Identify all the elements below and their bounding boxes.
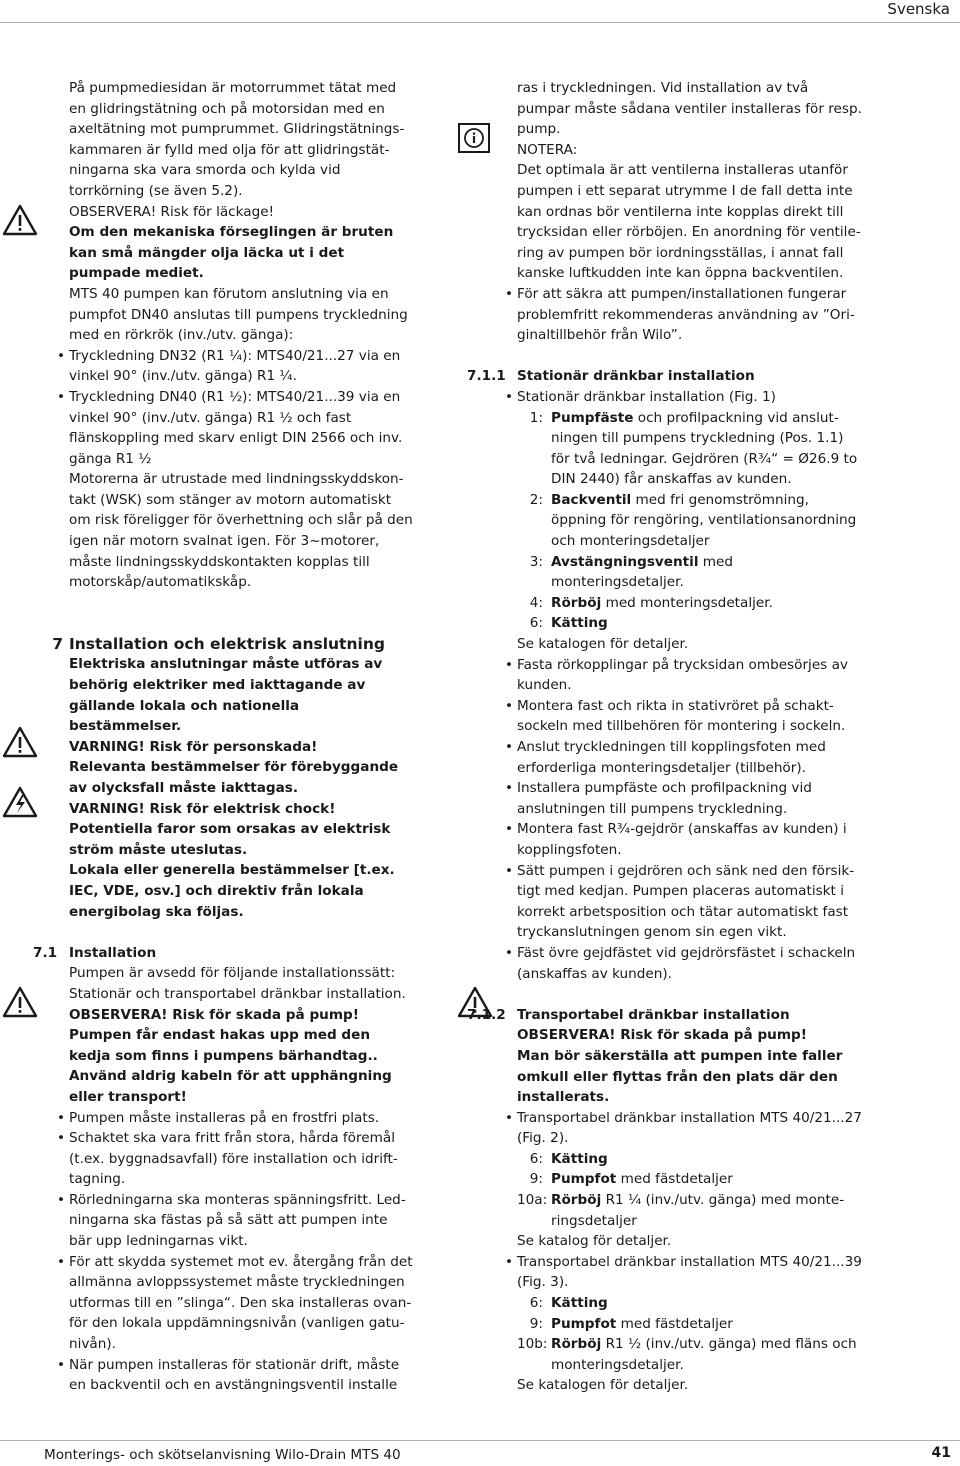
subsection-title: Installation <box>69 944 157 961</box>
entry-text: R1 ¼ (inv./utv. gänga) med monteringsdetaljer <box>551 1192 845 1229</box>
list-item: • Sätt pumpen i gejdrören och sänk ned den försiktigt med kedjan. Pumpen placeras automatiskt i korrekt arbetsposition och tätar automatiskt fast tryckanslutningen genom sin egen vikt. <box>517 861 862 943</box>
entry-text: med fri genomströmning, öppning för rengöring, ventilationsanordning och monteringsdetaljer <box>551 491 857 550</box>
subsection-title: Stationär dränkbar installation <box>517 368 755 385</box>
entry-bold: Pumpfäste <box>551 409 634 426</box>
footer-rule <box>0 1440 960 1441</box>
warning-text: Lokala eller generella bestämmelser [t.ex. IEC, VDE, osv.] och direktiv från lokala energibolag ska följas. <box>69 862 395 920</box>
language-label: Svenska <box>887 0 950 18</box>
page-number: 41 <box>931 1445 951 1461</box>
caution-title: OBSERVERA! Risk för läckage! <box>69 203 275 220</box>
subsection-title: Transportabel dränkbar installation <box>517 1006 790 1023</box>
warning-icon <box>2 204 38 236</box>
left-column <box>33 78 414 1396</box>
page-header <box>0 0 960 22</box>
note-list <box>517 284 862 346</box>
entry-number: 6: <box>529 1295 543 1312</box>
entry-number: 3: <box>529 553 543 570</box>
footer-title: Monterings- och skötselanvisning Wilo-Drain MTS 40 <box>44 1447 401 1463</box>
entry-text: med monteringsdetaljer. <box>551 553 734 591</box>
subsection-number: 7.1 <box>33 944 58 961</box>
section-number: 7 <box>52 634 63 653</box>
list-item: • Transportabel dränkbar installation MTS 40/21...27 (Fig. 2). <box>517 1108 862 1149</box>
spacer <box>517 984 862 1005</box>
entry <box>517 408 862 490</box>
entry <box>517 490 862 552</box>
list-item: • Tryckledning DN32 (R1 ¼): MTS40/21...27 via en vinkel 90° (inv./utv. gänga) R1 ¼. <box>69 346 414 387</box>
spacer <box>69 922 414 943</box>
caution-title: OBSERVERA! Risk för skada på pump! <box>69 1006 359 1023</box>
caution-text: Om den mekaniska förseglingen är bruten kan små mängder olja läcka ut i det pumpade mediet. <box>69 224 394 282</box>
motor-paragraph: Motorerna är utrustade med lindningsskyddskontakt (WSK) som stänger av motorn automatiskt om risk föreligger för överhettning och slår på den igen när motorn svalnat igen. För 3~motorer, måste lindningsskyddskontakten kopplas till motorskåp/automatikskåp. <box>69 471 413 591</box>
section-title: Installation och elektrisk anslutning <box>69 634 385 653</box>
catalog-note: Se katalogen för detaljer. <box>517 636 689 653</box>
subsection-heading <box>467 366 862 387</box>
entry-bold: Pumpfot <box>551 1171 617 1188</box>
list-item: • Stationär dränkbar installation (Fig. 1) <box>517 387 862 408</box>
entry-number: 9: <box>529 1315 543 1332</box>
list-item: • Tryckledning DN40 (R1 ½): MTS40/21...39 via en vinkel 90° (inv./utv. gänga) R1 ½ och fast flänskoppling med skarv enligt DIN 2566 och inv. gänga R1 ½ <box>69 387 414 469</box>
entry-number: 6: <box>529 615 543 632</box>
list-item: • För att säkra att pumpen/installationen fungerar problemfritt rekommenderas användning av ”Originaltillbehör från Wilo”. <box>517 284 862 346</box>
entry-number: 2: <box>529 491 543 508</box>
warning-icon <box>2 986 38 1018</box>
list-item: • Montera fast och rikta in stativröret på schaktsockeln med tillbehören för montering i sockeln. <box>517 696 862 737</box>
entry-number: 6: <box>529 1150 543 1167</box>
entry-text: med fästdetaljer <box>616 1171 733 1188</box>
stationary-list <box>517 387 862 408</box>
entry-number: 10b: <box>517 1336 548 1353</box>
mounting-list <box>517 655 862 985</box>
list-item: • Anslut tryckledningen till kopplingsfoten med erforderliga monteringsdetaljer (tillbehör). <box>517 737 862 778</box>
entry <box>517 552 862 593</box>
entry-number: 10a: <box>517 1192 548 1209</box>
list-item: • För att skydda systemet mot ev. återgång från det allmänna avloppssystemet måste tryckledningen utformas till en ”slinga“. Den ska installeras ovanför den lokala uppdämningsnivån (vanligen gatunivån). <box>69 1252 414 1355</box>
section-heading <box>52 634 414 655</box>
list-item: • Fäst övre gejdfästet vid gejdrörsfästet i schackeln (anskaffas av kunden). <box>517 943 862 984</box>
list-item: • Fasta rörkopplingar på trycksidan ombesörjes av kunden. <box>517 655 862 696</box>
entry-bold: Pumpfot <box>551 1315 617 1332</box>
subsection-heading <box>33 943 414 964</box>
entry-text: med fästdetaljer <box>616 1315 733 1332</box>
connection-list <box>69 346 414 470</box>
list-item: • Montera fast R¾-gejdrör (anskaffas av kunden) i kopplingsfoten. <box>517 819 862 860</box>
caution-title: OBSERVERA! Risk för skada på pump! <box>517 1027 807 1044</box>
list-item: • Schaktet ska vara fritt från stora, hårda föremål (t.ex. byggnadsavfall) före installation och idrifttagning. <box>69 1128 414 1190</box>
subsection-number: 7.1.1 <box>467 368 506 385</box>
intro-paragraph: På pumpmediesidan är motorrummet tätat med en glidringstätning och på motorsidan med en axeltätning mot pumprummet. Glidringstätningskammaren är fylld med olja för att glidringstätningarna ska vara smorda och kylda vid torrkörning (se även 5.2). <box>69 80 405 199</box>
warning-text: Relevanta bestämmelser för förebyggande av olycksfall måste iakttagas. <box>69 759 399 796</box>
spacer <box>517 346 862 367</box>
transport-list <box>517 1108 862 1149</box>
entry-text: R1 ½ (inv./utv. gänga) med fläns och monteringsdetaljer. <box>551 1336 857 1373</box>
section-intro: Elektriska anslutningar måste utföras av behörig elektriker med iakttagande av gällande lokala och nationella bestämmelser. <box>69 656 383 735</box>
list-item: • När pumpen installeras för stationär drift, måste en backventil och en avstängningsventil installe <box>69 1355 414 1396</box>
entry <box>517 1334 862 1375</box>
continued-paragraph: ras i tryckledningen. Vid installation av två pumpar måste sådana ventiler installeras för resp. pump. <box>517 80 862 138</box>
entry-number: 4: <box>529 594 543 611</box>
electric-shock-icon <box>2 786 38 818</box>
install-paragraph: Pumpen är avsedd för följande installationssätt: Stationär och transportabel dränkbar installation. <box>69 965 406 1002</box>
install-list <box>69 1108 414 1396</box>
entry-text: och profilpackning vid anslutningen till pumpens tryckledning (Pos. 1.1) för två ledningar. Gejdrören (R¾“ = Ø26.9 to DIN 2440) får anskaffas av kunden. <box>551 409 858 488</box>
subsection-number: 7.1.2 <box>467 1006 506 1023</box>
entry-bold: Avstängningsventil <box>551 553 699 570</box>
header-rule <box>0 22 960 23</box>
list-item: • Installera pumpfäste och profilpackning vid anslutningen till pumpens tryckledning. <box>517 778 862 819</box>
entry-bold: Kätting <box>551 1295 608 1312</box>
right-column <box>467 78 862 1396</box>
transport-list <box>517 1252 862 1293</box>
note-text: Det optimala är att ventilerna installeras utanför pumpen i ett separat utrymme I de fall detta inte kan ordnas bör ventilerna inte kopplas direkt till trycksidan eller rörböjen. En anordning för ventilering av pumpen bör iordningsställas, i annat fall kanske luftkudden inte kan öppna backventilen. <box>517 162 861 282</box>
subsection-heading <box>467 1005 862 1026</box>
entry-text: med monteringsdetaljer. <box>601 594 773 611</box>
list-item: • Transportabel dränkbar installation MTS 40/21...39 (Fig. 3). <box>517 1252 862 1293</box>
entry <box>517 1314 862 1335</box>
entry <box>517 1149 862 1170</box>
entry <box>517 593 862 614</box>
caution-text: Pumpen får endast hakas upp med den kedja som finns i pumpens bärhandtag.. Använd aldrig kabeln för att upphängning eller transport! <box>69 1027 392 1105</box>
list-item: • Pumpen måste installeras på en frostfri plats. <box>69 1108 414 1129</box>
warning-text: Potentiella faror som orsakas av elektrisk ström måste uteslutas. <box>69 821 391 858</box>
warning-title: VARNING! Risk för personskada! <box>69 738 318 755</box>
entry <box>517 1190 862 1231</box>
entry-bold: Rörböj <box>551 1336 602 1353</box>
entry-bold: Rörböj <box>551 1192 602 1209</box>
catalog-note: Se katalogen för detaljer. <box>517 1377 689 1394</box>
entry <box>517 613 862 634</box>
caution-text: Man bör säkerställa att pumpen inte faller omkull eller flyttas från den plats där den installerats. <box>517 1047 843 1106</box>
warning-title: VARNING! Risk för elektrisk chock! <box>69 800 336 817</box>
entry <box>517 1293 862 1314</box>
entry-bold: Backventil <box>551 491 632 508</box>
spacer <box>69 593 414 634</box>
entry-bold: Rörböj <box>551 594 602 611</box>
info-icon <box>457 122 491 158</box>
entry-number: 1: <box>529 409 543 426</box>
list-item: • Rörledningarna ska monteras spänningsfritt. Ledningarna ska fästas på så sätt att pumpen inte bär upp ledningarnas vikt. <box>69 1190 414 1252</box>
entry-number: 9: <box>529 1171 543 1188</box>
note-title: NOTERA: <box>517 141 578 158</box>
entry <box>517 1169 862 1190</box>
entry-bold: Kätting <box>551 615 608 632</box>
warning-icon <box>2 726 38 758</box>
entry-bold: Kätting <box>551 1150 608 1167</box>
mts-paragraph: MTS 40 pumpen kan förutom anslutning via en pumpfot DN40 anslutas till pumpens tryckledning med en rörkrök (inv./utv. gänga): <box>69 285 408 344</box>
catalog-note: Se katalog för detaljer. <box>517 1233 672 1250</box>
